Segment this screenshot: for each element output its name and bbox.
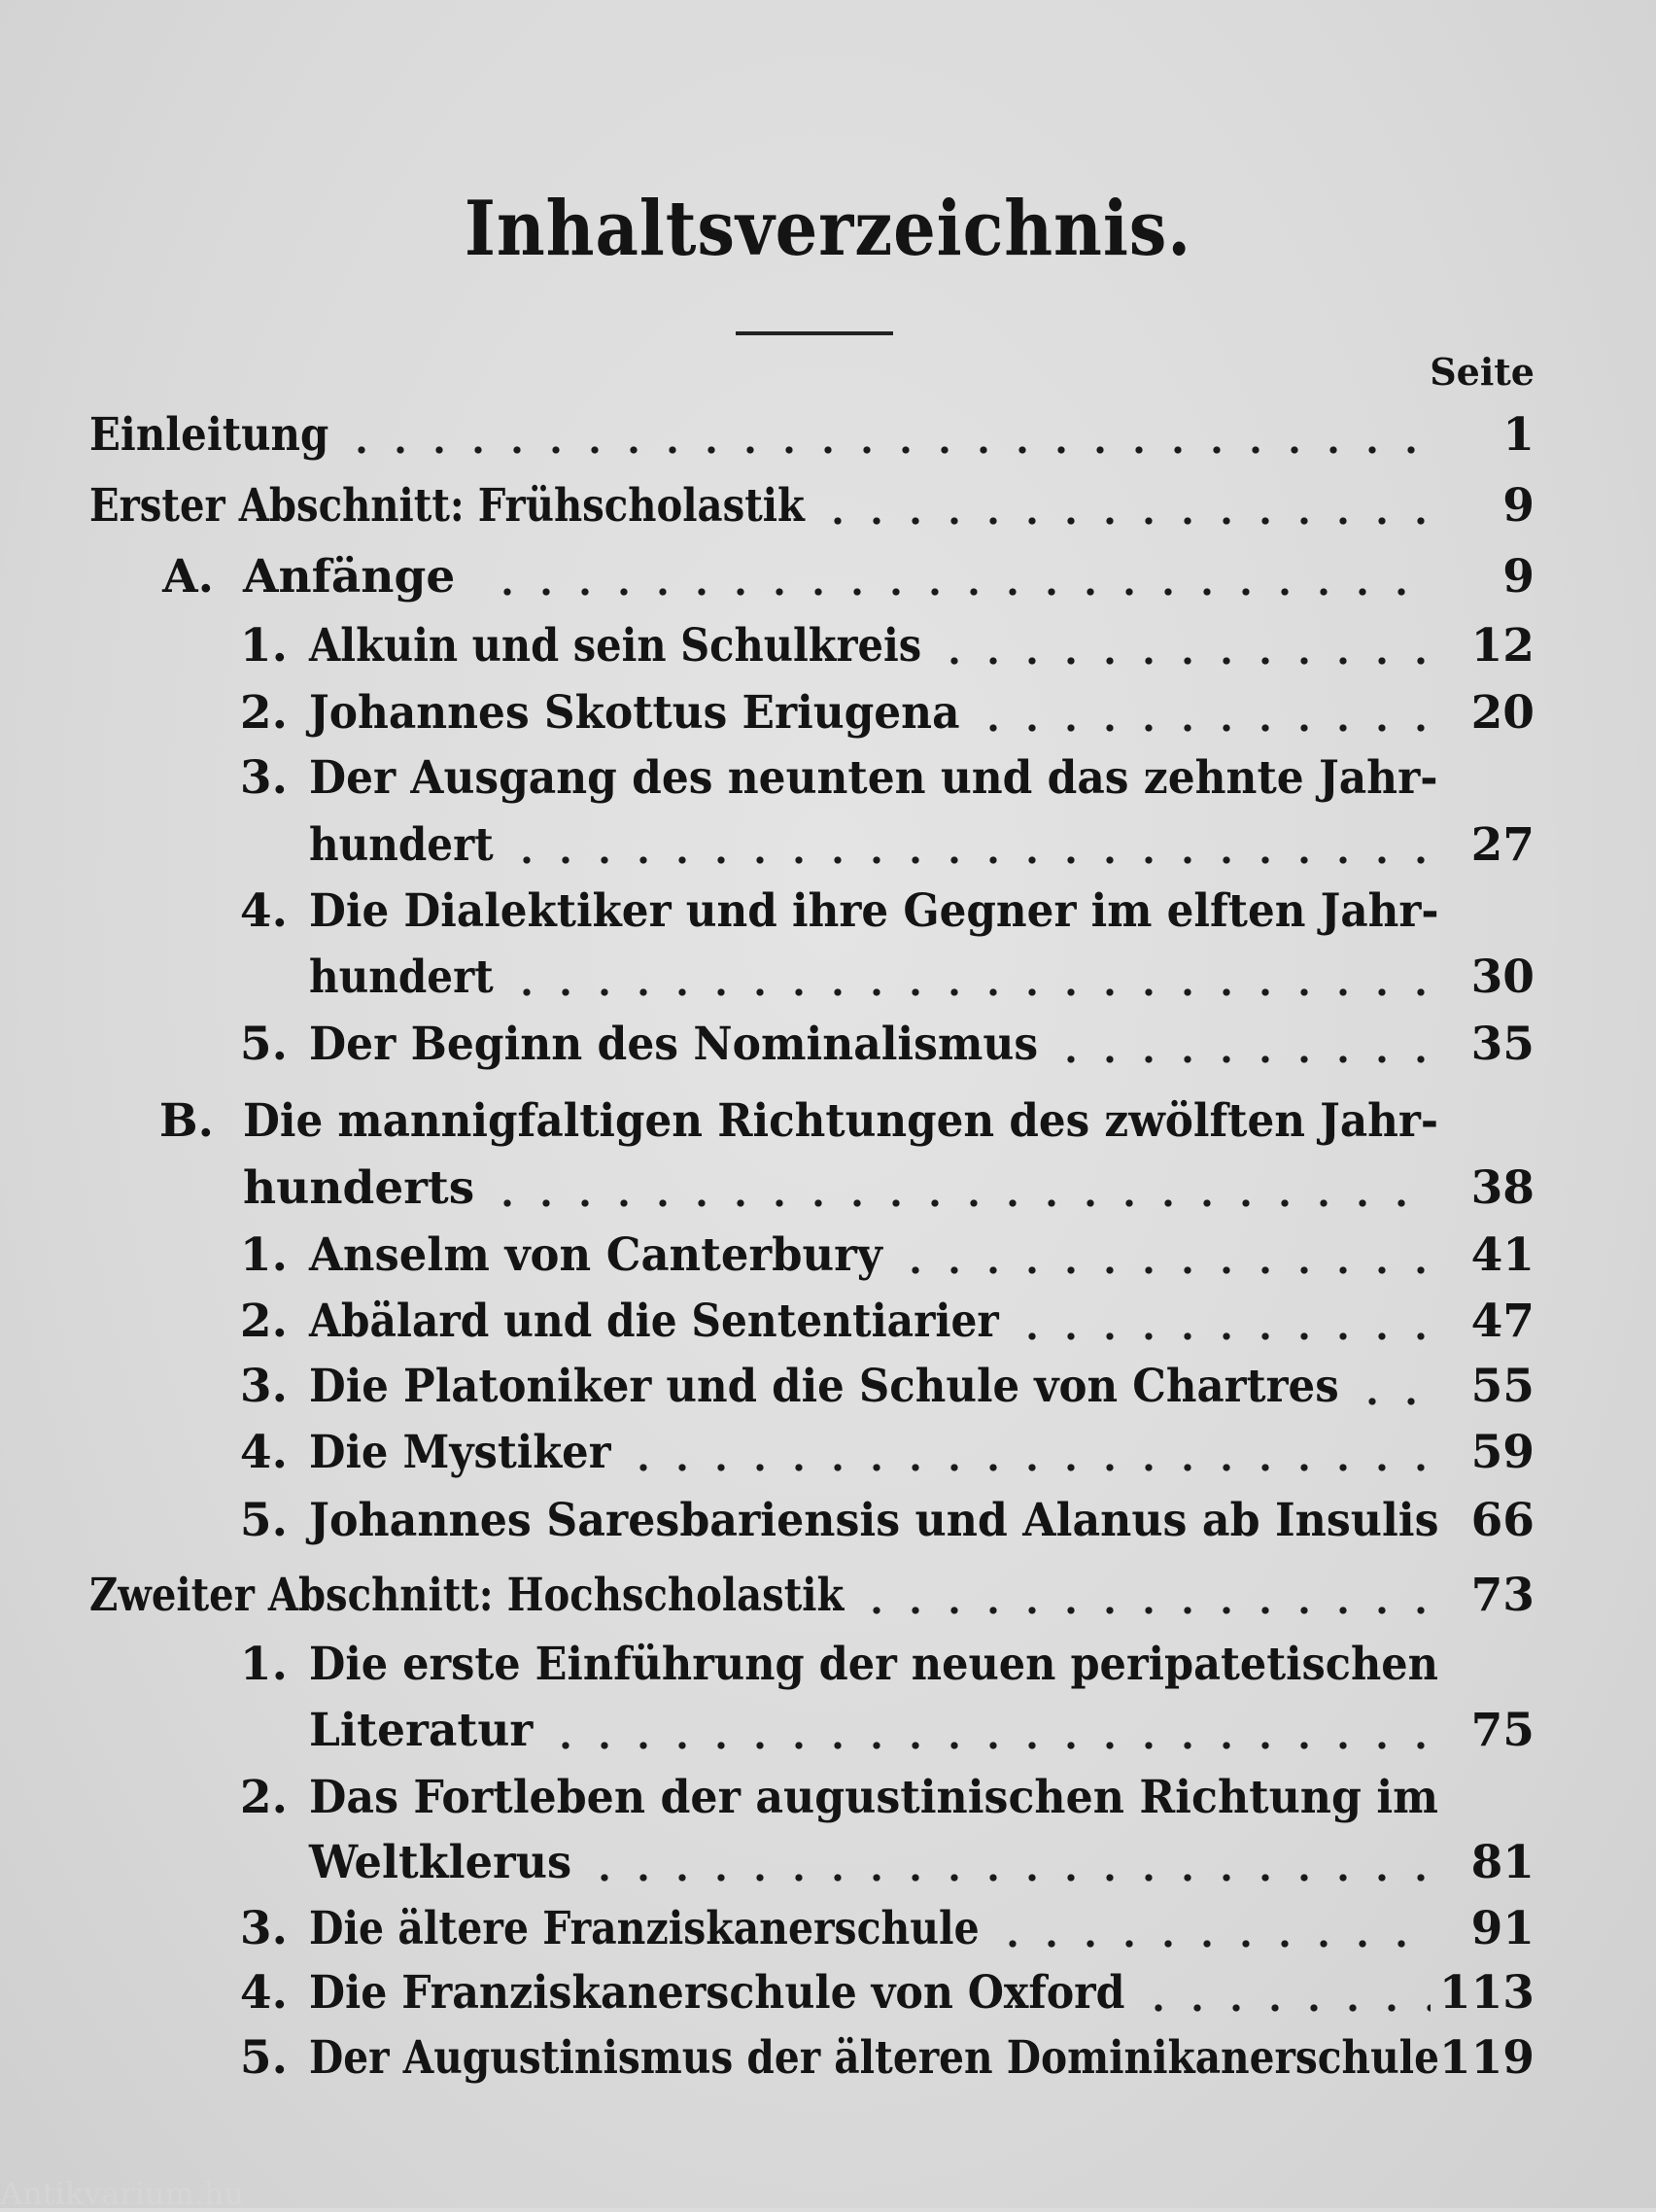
toc-entry-continuation[interactable] — [0, 949, 1656, 1007]
toc-entry-number: 3. — [239, 751, 288, 805]
toc-entry-number: 5. — [239, 2031, 288, 2085]
toc-entry-number: 1. — [239, 619, 288, 673]
toc-entry[interactable] — [0, 1492, 1656, 1550]
toc-entry-label: Einleitung — [89, 408, 329, 462]
toc-entry-page: 38 — [1470, 1161, 1535, 1215]
dot-leader — [1013, 1293, 1431, 1351]
dot-leader — [546, 1702, 1431, 1760]
toc-entry-number: A. — [162, 550, 214, 604]
dot-leader — [896, 1227, 1431, 1285]
toc-entry[interactable] — [0, 1424, 1656, 1482]
toc-entry-label: Die Franziskanerschule von Oxford — [309, 1966, 1125, 2020]
dot-leader — [585, 1834, 1431, 1892]
toc-entry-label: hunderts — [243, 1161, 475, 1215]
toc-entry-label: Weltklerus — [309, 1836, 572, 1889]
dot-leader — [624, 1424, 1431, 1482]
toc-entry-number: 5. — [239, 1018, 288, 1071]
toc-entry-page: 27 — [1470, 818, 1535, 872]
toc-entry-label: Die ältere Franziskanerschule — [309, 1902, 980, 1955]
toc-entry-page: 81 — [1470, 1836, 1535, 1889]
toc-entry-page: 20 — [1470, 686, 1535, 740]
dot-leader — [857, 1567, 1431, 1625]
toc-entry-number: 2. — [239, 1295, 288, 1348]
toc-entry-number: 2. — [239, 686, 288, 740]
toc-entry-page: 119 — [1438, 2031, 1535, 2085]
toc-entry[interactable] — [0, 1293, 1656, 1351]
toc-entry-number: 1. — [239, 1228, 288, 1282]
toc-entry[interactable] — [0, 1900, 1656, 1958]
toc-entry[interactable] — [0, 617, 1656, 675]
toc-entry-number: 5. — [239, 1494, 288, 1547]
toc-entry-label: Der Beginn des Nominalismus — [309, 1018, 1039, 1071]
toc-entry-page: 9 — [1502, 550, 1535, 604]
page-column-header: Seite — [1430, 350, 1535, 394]
toc-entry[interactable] — [0, 1227, 1656, 1285]
toc-entry-page: 66 — [1470, 1494, 1535, 1547]
toc-entry[interactable] — [0, 2029, 1656, 2088]
toc-entry[interactable] — [0, 1567, 1656, 1625]
dot-leader — [1052, 1016, 1431, 1074]
toc-entry-label: Der Ausgang des neunten und das zehnte Jahr- — [309, 751, 1438, 805]
toc-entry[interactable] — [0, 1636, 1656, 1694]
toc-entry-label: hundert — [309, 950, 494, 1004]
toc-entry-page: 47 — [1470, 1295, 1535, 1348]
toc-entry-number: B. — [158, 1094, 214, 1148]
toc-entry-page: 41 — [1470, 1228, 1535, 1282]
toc-entry-label: Johannes Saresbariensis und Alanus ab Insulis — [309, 1494, 1439, 1547]
toc-entry-number: 2. — [239, 1771, 288, 1824]
toc-entry-label: Zweiter Abschnitt: Hochscholastik — [89, 1569, 845, 1622]
toc-entry[interactable] — [0, 1092, 1656, 1151]
toc-entry[interactable] — [0, 684, 1656, 743]
toc-entry-page: 55 — [1470, 1360, 1535, 1413]
toc-entry[interactable] — [0, 1964, 1656, 2022]
dot-leader — [507, 816, 1431, 875]
toc-entry-number: 4. — [239, 1426, 288, 1479]
dot-leader — [1139, 1964, 1431, 2022]
toc-entry-number: 1. — [239, 1638, 288, 1691]
toc-entry-number: 4. — [239, 884, 288, 938]
toc-entry[interactable] — [0, 749, 1656, 808]
toc-entry-label: Die Mystiker — [309, 1426, 611, 1479]
toc-entry-label: Alkuin und sein Schulkreis — [309, 619, 922, 673]
watermark-text: Antikvarium.hu — [0, 2175, 245, 2212]
toc-entry-continuation[interactable] — [0, 816, 1656, 875]
toc-entry-label: Abälard und die Sententiarier — [309, 1295, 999, 1348]
toc-entry-number: 4. — [239, 1966, 288, 2020]
toc-entry-page: 35 — [1470, 1018, 1535, 1071]
toc-entry-page: 91 — [1470, 1902, 1535, 1955]
toc-entry-page: 1 — [1502, 408, 1535, 462]
toc-entry-label: Die mannigfaltigen Richtungen des zwölften Jahr- — [243, 1094, 1439, 1148]
toc-entry-number: 3. — [239, 1902, 288, 1955]
toc-entry-continuation[interactable] — [0, 1834, 1656, 1892]
title-divider — [736, 331, 893, 335]
toc-entry[interactable] — [0, 1769, 1656, 1827]
page-title: Inhaltsverzeichnis. — [464, 185, 1192, 273]
toc-entry[interactable] — [0, 477, 1656, 536]
toc-entry-page: 12 — [1470, 619, 1535, 673]
toc-entry-label: Die Platoniker und die Schule von Chartres — [309, 1360, 1339, 1413]
toc-entry-number: 3. — [239, 1360, 288, 1413]
toc-entry[interactable] — [0, 548, 1656, 606]
toc-entry-label: Die erste Einführung der neuen peripatetischen — [309, 1638, 1438, 1691]
dot-leader — [1353, 1358, 1431, 1416]
toc-entry-page: 30 — [1470, 950, 1535, 1004]
dot-leader — [935, 617, 1431, 675]
toc-entry-page: 73 — [1470, 1569, 1535, 1622]
toc-entry-label: Der Augustinismus der älteren Dominikanerschule — [309, 2031, 1439, 2085]
toc-entry-label: Johannes Skottus Eriugena — [309, 686, 960, 740]
toc-entry-label: Anfänge — [243, 550, 456, 604]
toc-entry-page: 113 — [1438, 1966, 1535, 2020]
toc-entry-label: Erster Abschnitt: Frühscholastik — [89, 479, 805, 533]
dot-leader — [488, 548, 1431, 606]
toc-entry-label: Anselm von Canterbury — [309, 1228, 882, 1282]
toc-entry[interactable] — [0, 1358, 1656, 1416]
dot-leader — [993, 1900, 1431, 1958]
toc-entry-label: Literatur — [309, 1704, 534, 1757]
toc-entry-continuation[interactable] — [0, 1702, 1656, 1760]
toc-entry-label: Das Fortleben der augustinischen Richtung im — [309, 1771, 1439, 1824]
toc-entry-label: hundert — [309, 818, 494, 872]
toc-entry-label: Die Dialektiker und ihre Gegner im elften Jahr- — [309, 884, 1439, 938]
toc-entry-page: 75 — [1470, 1704, 1535, 1757]
dot-leader — [818, 477, 1431, 536]
dot-leader — [342, 406, 1431, 465]
dot-leader — [488, 1159, 1431, 1218]
toc-entry-continuation[interactable] — [0, 1159, 1656, 1218]
toc-entry[interactable] — [0, 882, 1656, 941]
dot-leader — [974, 684, 1431, 743]
toc-entry[interactable] — [0, 1016, 1656, 1074]
toc-entry[interactable] — [0, 406, 1656, 465]
dot-leader — [507, 949, 1431, 1007]
toc-entry-page: 9 — [1502, 479, 1535, 533]
toc-entry-page: 59 — [1470, 1426, 1535, 1479]
